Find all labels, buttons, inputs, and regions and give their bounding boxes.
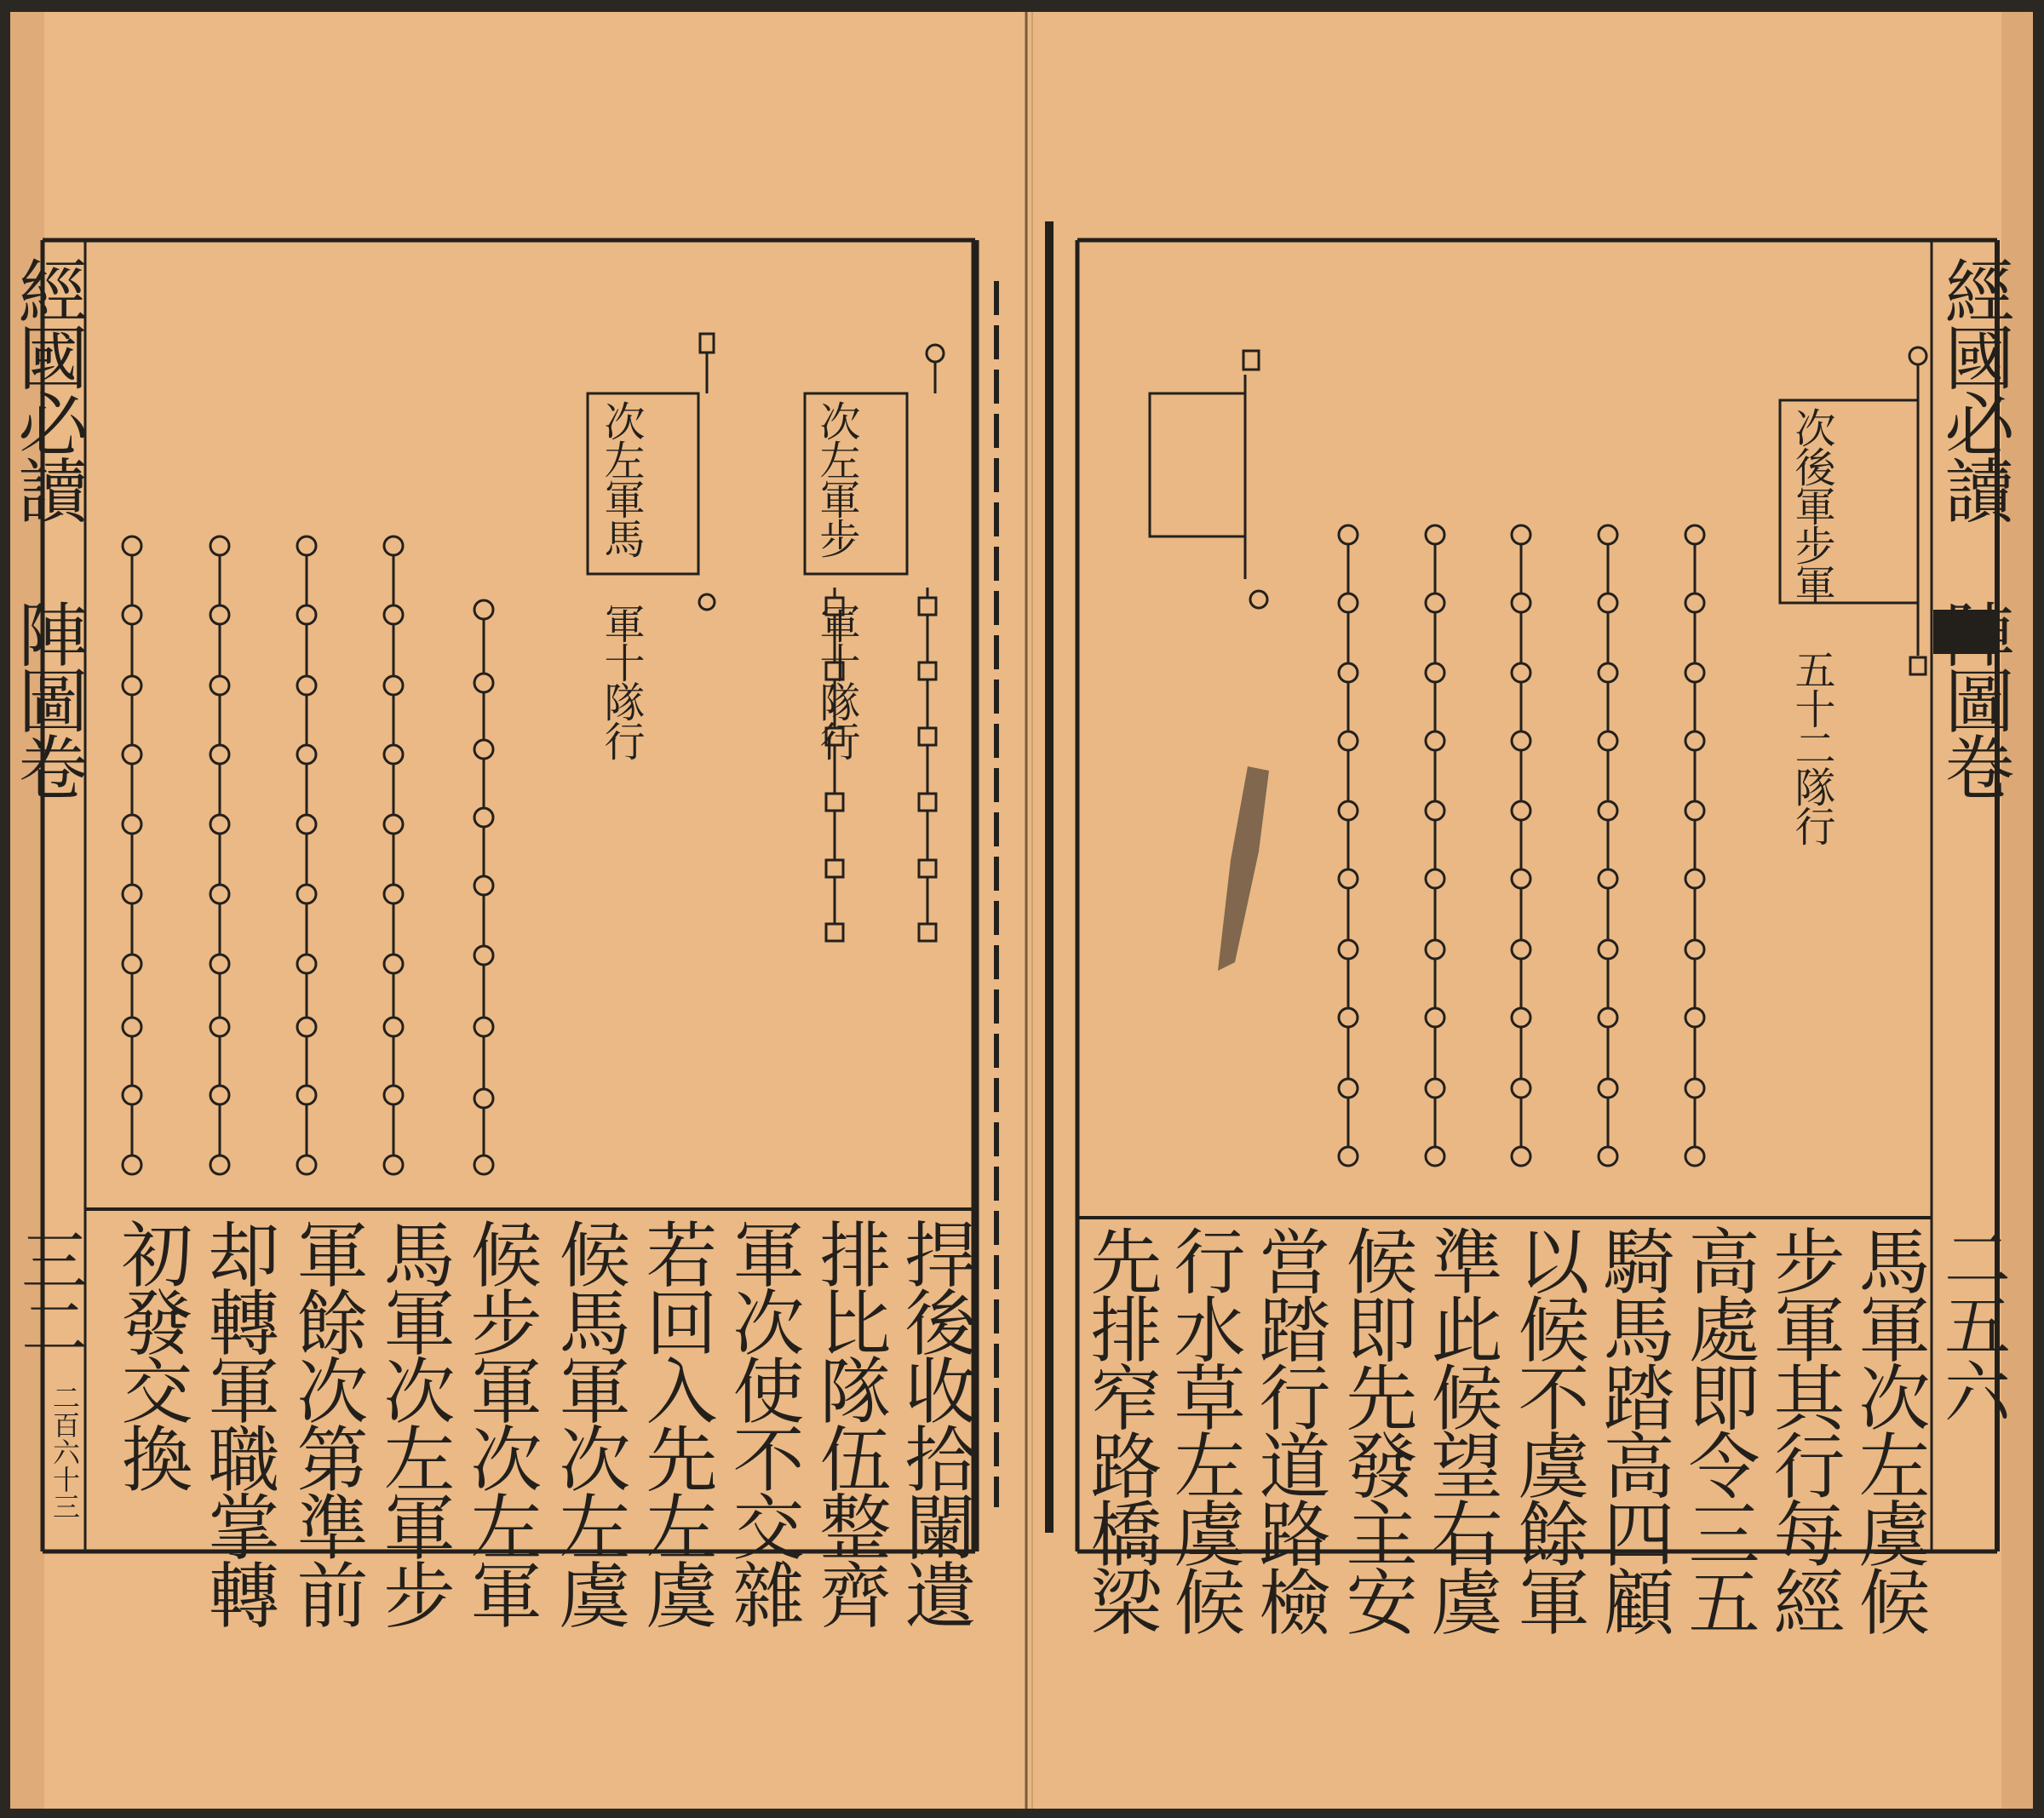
left-folio: 三二	[10, 1226, 87, 1359]
right-diagram-caption-infantry: 次後軍步軍 五十二隊行	[1788, 407, 1835, 845]
left-diagram-caption-infantry: 次左軍步 軍十隊行	[812, 400, 860, 760]
right-text-column-4: 騎馬踏高四顧	[1592, 1224, 1675, 1633]
left-folio-sub: 二百六十三	[49, 1384, 81, 1520]
left-text-column-9: 却轉軍職掌轉	[197, 1218, 280, 1626]
right-text-column-6: 準此候望右虞	[1420, 1224, 1503, 1633]
left-diagram-caption-cavalry: 次左軍馬 軍十隊行	[597, 400, 645, 760]
right-text-column-10: 先排窄路橋梁	[1079, 1224, 1163, 1633]
right-margin-title: 經國必讀 陣圖卷	[1933, 255, 2014, 798]
right-text-column-7: 候即先發主安	[1335, 1224, 1418, 1633]
right-text-column-5: 以候不虞餘軍	[1507, 1224, 1590, 1633]
left-text-column-8: 軍餘次第準前	[285, 1218, 369, 1626]
right-text-column-1: 馬軍次左虞候	[1847, 1224, 1931, 1633]
left-text-column-5: 候馬軍次左虞	[548, 1218, 631, 1626]
right-text-column-8: 営踏行道路檢	[1248, 1224, 1331, 1633]
left-margin-title: 經國必讀 陣圖卷	[7, 255, 88, 798]
left-text-column-1: 捍後收拾闌遺	[893, 1218, 977, 1626]
left-text-column-7: 馬軍次左軍步	[372, 1218, 456, 1626]
left-text-column-2: 排比隊伍整齊	[808, 1218, 892, 1626]
left-text-column-6: 候步軍次左軍	[459, 1218, 543, 1626]
right-text-column-2: 步軍其行每經	[1762, 1224, 1846, 1633]
right-text-column-9: 行水草左虞候	[1163, 1224, 1246, 1633]
left-text-column-10: 初發交換	[110, 1218, 193, 1490]
left-text-column-3: 軍次使不交雜	[721, 1218, 805, 1626]
left-text-column-4: 若回入先左虞	[634, 1218, 718, 1626]
right-text-column-3: 高處即令三五	[1677, 1224, 1760, 1633]
right-folio: 二五六	[1933, 1224, 2010, 1424]
